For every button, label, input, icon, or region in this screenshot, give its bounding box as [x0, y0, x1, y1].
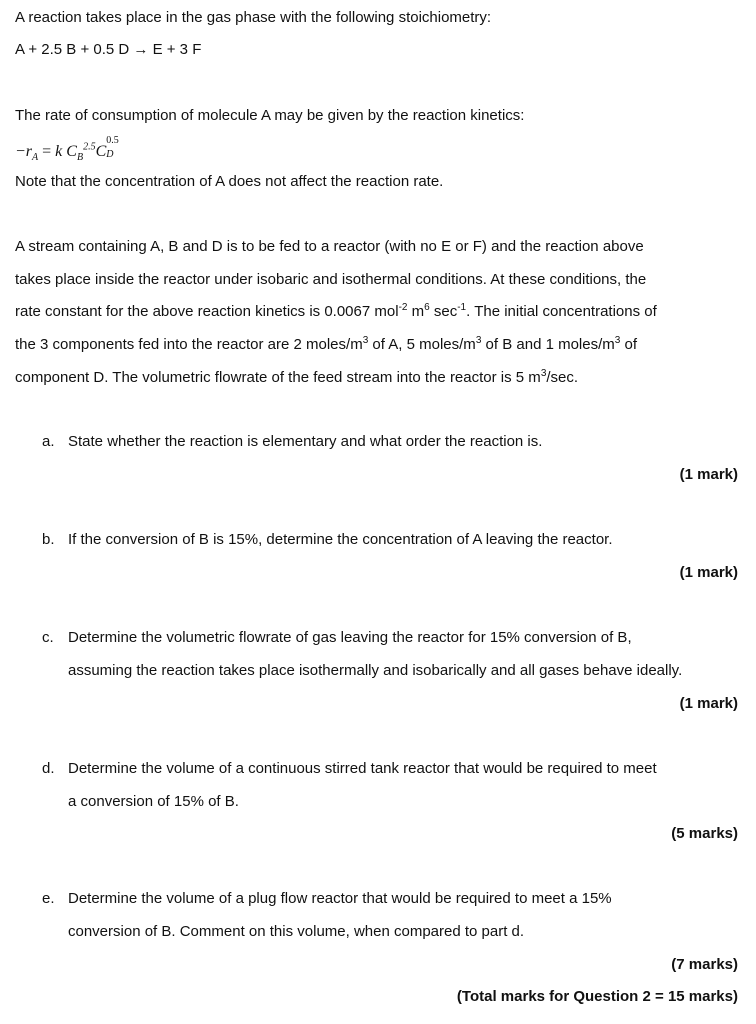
question-e-text-line-1: Determine the volume of a plug flow reactor that would be required to meet a 15%	[68, 890, 612, 907]
stream-line-2: takes place inside the reactor under isobaric and isothermal conditions. At these conditions, the	[15, 271, 647, 288]
question-c-text-line-2: assuming the reaction takes place isothermally and isobarically and all gases behave ideally.	[68, 662, 683, 679]
question-a-text: State whether the reaction is elementary and what order the reaction is.	[68, 433, 543, 450]
stoichiometry-equation: A + 2.5 B + 0.5 D → E + 3 F	[15, 41, 202, 58]
question-b-letter: b.	[42, 531, 55, 548]
question-d-text-line-2: a conversion of 15% of B.	[68, 793, 239, 810]
stream-line-1: A stream containing A, B and D is to be fed to a reactor (with no E or F) and the reaction above	[15, 238, 644, 255]
question-b-text: If the conversion of B is 15%, determine the concentration of A leaving the reactor.	[68, 531, 613, 548]
total-marks: (Total marks for Question 2 = 15 marks)	[456, 988, 738, 1005]
stream-line-4: the 3 components fed into the reactor are 2 moles/$m^3$ of A, 5 moles/$m^3$ of B and 1 moles/$m^3$ of	[15, 335, 638, 353]
question-b-marks: (1 mark)	[679, 564, 738, 581]
question-d-letter: d.	[42, 760, 55, 777]
question-c-letter: c.	[42, 629, 54, 646]
stream-line-5: component D. The volumetric flowrate of the feed stream into the reactor is 5 $m^3/\sec$.	[15, 368, 579, 386]
question-e-marks: (7 marks)	[671, 956, 738, 973]
question-c-text-line-1: Determine the volumetric flowrate of gas leaving the reactor for 15% conversion of B,	[68, 629, 632, 646]
question-e-letter: e.	[42, 890, 55, 907]
question-a-letter: a.	[42, 433, 55, 450]
intro-text: A reaction takes place in the gas phase with the following stoichiometry:	[15, 9, 492, 26]
question-d-marks: (5 marks)	[671, 825, 738, 842]
rate-law-equation: $-r_A = k$ $C_B^{2.5}C$ 0.5 D	[15, 135, 119, 164]
stream-line-3: rate constant for the above reaction kinetics is 0.0067 mol$^{-2}$ $m^6$ $\sec^{-1}$. The initial concentrations of	[15, 302, 657, 320]
rate-note: Note that the concentration of A does not affect the reaction rate.	[15, 173, 444, 190]
rate-intro-text: The rate of consumption of molecule A may be given by the reaction kinetics:	[15, 107, 525, 124]
question-d-text-line-1: Determine the volume of a continuous stirred tank reactor that would be required to meet	[68, 760, 657, 777]
question-a-marks: (1 mark)	[679, 466, 738, 483]
question-c-marks: (1 mark)	[679, 695, 738, 712]
question-e-text-line-2: conversion of B. Comment on this volume, when compared to part d.	[68, 923, 525, 940]
